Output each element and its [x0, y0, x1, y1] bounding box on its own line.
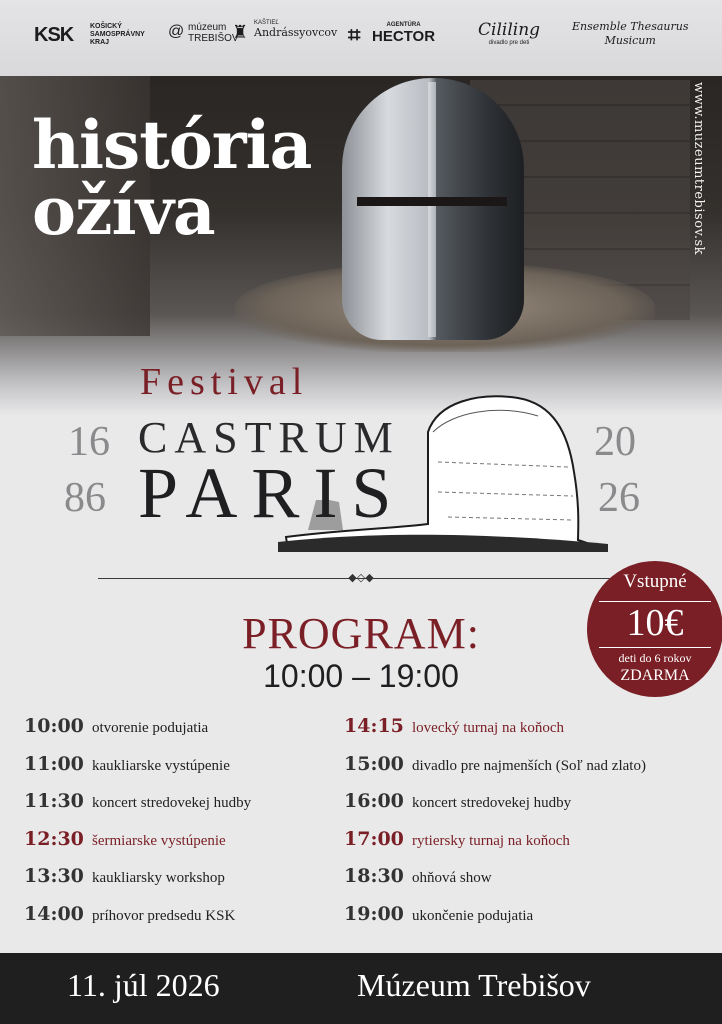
schedule-event: príhovor predsedu KSK	[92, 907, 236, 924]
schedule-left	[24, 715, 251, 940]
schedule-time: 11:00	[24, 752, 84, 775]
schedule-row	[24, 903, 251, 941]
admission-free: ZDARMA	[620, 667, 690, 684]
schedule-event: ohňová show	[412, 870, 492, 886]
event-place: Múzeum Trebišov	[357, 967, 591, 1003]
schedule-time: 15:00	[344, 752, 404, 775]
muzeum-name: múzeum TREBIŠOV	[188, 22, 239, 44]
schedule-time: 17:00	[344, 827, 404, 850]
schedule-event: rytiersky turnaj na koňoch	[412, 832, 570, 849]
divider-ornament-icon: ◆◇◆	[348, 571, 374, 584]
schedule-time: 13:30	[24, 865, 84, 887]
hector-small: AGENTÚRA	[386, 22, 421, 28]
hector-name: HECTOR	[372, 28, 436, 45]
headline	[32, 106, 312, 250]
website-url: www.muzeumtrebisov.sk	[691, 82, 706, 256]
festival-name-line2: PARIS	[138, 453, 406, 533]
schedule-time: 14:15	[344, 715, 404, 737]
badge-divider	[599, 647, 711, 648]
schedule-row	[24, 865, 251, 903]
schedule-time: 19:00	[344, 902, 404, 925]
headline-line2: ožíva	[32, 172, 215, 250]
schedule-row	[344, 828, 646, 866]
schedule-time: 10:00	[24, 715, 84, 737]
schedule-event: koncert stredovekej hudby	[92, 795, 252, 811]
admission-badge	[587, 561, 722, 697]
schedule-time: 14:00	[24, 902, 84, 925]
schedule-right	[344, 715, 646, 940]
ensemble-logo	[572, 20, 688, 48]
hector-mark-icon: ⌗	[348, 22, 361, 47]
schedule-row	[344, 903, 646, 941]
admission-price: 10€	[626, 602, 684, 644]
castle-icon: ♜	[232, 22, 249, 43]
schedule-row	[344, 753, 646, 791]
schedule-time: 16:00	[344, 790, 404, 812]
schedule-event: otvorenie podujatia	[92, 720, 209, 736]
schedule-event: koncert stredovekej hudby	[412, 795, 572, 811]
schedule-time: 18:30	[344, 865, 404, 887]
admission-label: Vstupné	[623, 571, 687, 592]
schedule-event: ukončenie podujatia	[412, 907, 534, 924]
schedule-row	[344, 790, 646, 828]
headline-line1: história	[32, 106, 312, 184]
schedule-row	[344, 865, 646, 903]
ensemble-line2: Musicum	[604, 34, 656, 47]
ksk-logo: KSK	[34, 24, 74, 46]
schedule-event: kaukliarske vystúpenie	[92, 757, 230, 774]
schedule-row	[24, 790, 251, 828]
schedule-row	[24, 828, 251, 866]
ksk-name: KOŠICKÝ SAMOSPRÁVNY KRAJ	[90, 23, 145, 46]
helmet-ridge	[428, 82, 436, 337]
schedule-event: lovecký turnaj na koňoch	[412, 720, 565, 736]
program-title: PROGRAM:	[242, 609, 480, 658]
spiral-icon: @	[168, 23, 185, 40]
festival-label: Festival	[140, 361, 309, 403]
year-left-top: 16	[68, 419, 110, 465]
schedule-row	[24, 753, 251, 791]
schedule-event: divadlo pre najmenších (Soľ nad zlato)	[412, 757, 646, 774]
schedule-time: 12:30	[24, 827, 84, 850]
program-hours: 10:00 – 19:00	[263, 658, 459, 694]
kastiel-small: KAŠTIEĽ	[254, 20, 279, 26]
helmet-visor	[357, 197, 507, 206]
event-date: 11. júl 2026	[67, 967, 220, 1003]
admission-note: deti do 6 rokov	[618, 651, 692, 665]
festival-name-line1: CASTRUM	[138, 413, 400, 462]
schedule-time: 11:30	[24, 790, 84, 812]
schedule-event: kaukliarsky workshop	[92, 870, 225, 886]
schedule-event: šermiarske vystúpenie	[92, 832, 226, 849]
year-left-bottom: 86	[64, 475, 106, 521]
ensemble-line1: Ensemble Thesaurus	[572, 20, 689, 33]
schedule-row	[24, 715, 251, 753]
year-right-top: 20	[594, 419, 636, 465]
cililing-logo	[478, 20, 540, 46]
sponsor-strip	[0, 0, 722, 76]
cililing-name: Cililing	[478, 20, 541, 40]
year-right-bottom: 26	[598, 475, 640, 521]
cililing-sub: divadlo pre deti	[488, 40, 530, 46]
kastiel-name: Andrássyovcov	[254, 26, 338, 39]
footer-bar	[0, 953, 722, 1024]
schedule-row	[344, 715, 646, 753]
